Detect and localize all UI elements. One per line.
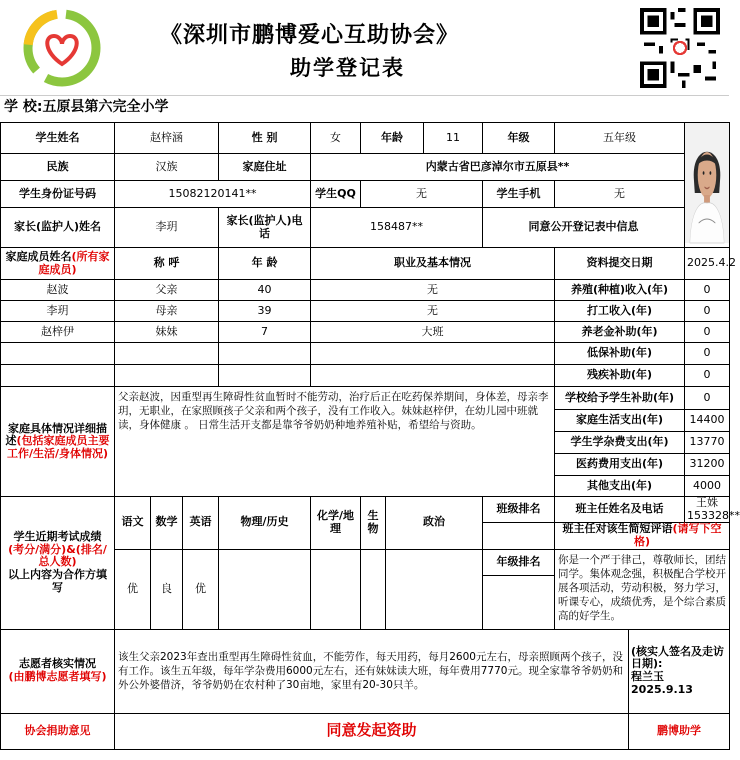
submit-date-label: 资料提交日期 bbox=[555, 248, 685, 280]
situation-text: 父亲赵波，因重型再生障碍性贫血暂时不能劳动，治疗后正在吃药保养期间，身体差，母亲李玥，无职业，在家照顾孩子父亲和两个孩子，没有工作收入。妹妹赵梓伊，在幼儿园中班就读，身体健康 。 日常生活开支都是靠爷爷奶奶种地养殖补贴，希望给与资助。 bbox=[115, 387, 555, 497]
age: 11 bbox=[424, 123, 483, 154]
student-qq-label: 学生QQ bbox=[311, 181, 361, 208]
volunteer-label-main: 志愿者核实情况 bbox=[19, 657, 96, 671]
grades-label-note: (考分/满分)&(排名/总人数) bbox=[8, 542, 107, 569]
student-id-label: 学生身份证号码 bbox=[1, 181, 115, 208]
family-row bbox=[1, 365, 730, 387]
student-photo bbox=[685, 123, 730, 248]
member-job: 无 bbox=[311, 301, 555, 322]
guardian-name: 李玥 bbox=[115, 208, 219, 248]
member-relation: 父亲 bbox=[115, 280, 219, 301]
student-qq: 无 bbox=[361, 181, 483, 208]
grades-label bbox=[1, 497, 115, 630]
ethnicity-label: 民族 bbox=[1, 154, 115, 181]
relation-header: 称 呼 bbox=[115, 248, 219, 280]
member-age-empty bbox=[219, 365, 311, 387]
member-name-empty bbox=[1, 343, 115, 365]
member-age-empty bbox=[219, 343, 311, 365]
school-name: 学 校:五原县第六完全小学 bbox=[4, 99, 169, 115]
finance-label: 家庭生活支出(年) bbox=[555, 410, 685, 432]
member-age: 40 bbox=[219, 280, 311, 301]
member-age: 39 bbox=[219, 301, 311, 322]
finance-label: 其他支出(年) bbox=[555, 476, 685, 497]
finance-label: 养殖(种植)收入(年) bbox=[555, 280, 685, 301]
student-phone: 无 bbox=[555, 181, 685, 208]
member-name-empty bbox=[1, 365, 115, 387]
score: 优 bbox=[183, 549, 219, 629]
volunteer-text: 该生父亲2023年查出重型再生障碍性贫血，不能劳作，每天用药，每月2600元左右，母亲照顾两个孩子，没有工作。该生五年级，每年学杂费用6000元左右，还有妹妹读大班，每年费用7770元。现全家靠爷爷奶奶和外公外婆借济，爷爷奶奶在农村种了30亩地，家里有20-30只羊。 bbox=[115, 629, 629, 713]
guardian-phone: 158487** bbox=[311, 208, 483, 248]
guardian-name-label: 家长(监护人)姓名 bbox=[1, 208, 115, 248]
member-relation-empty bbox=[115, 365, 219, 387]
signer-name: 程兰玉 bbox=[631, 670, 665, 684]
member-relation: 妹妹 bbox=[115, 322, 219, 343]
guardian-phone-label: 家长(监护人)电话 bbox=[219, 208, 311, 248]
score bbox=[219, 549, 311, 629]
finance-label: 打工收入(年) bbox=[555, 301, 685, 322]
teacher-comment-label bbox=[555, 523, 730, 549]
brand-name: 鹏博助学 bbox=[629, 713, 730, 749]
subject-header: 政治 bbox=[386, 497, 483, 550]
form-title: 《深圳市鹏博爱心互助协会》 bbox=[160, 22, 460, 48]
student-phone-label: 学生手机 bbox=[483, 181, 555, 208]
grade-label: 年级 bbox=[483, 123, 555, 154]
member-age-header: 年 龄 bbox=[219, 248, 311, 280]
volunteer-signer bbox=[629, 629, 730, 713]
member-relation-empty bbox=[115, 343, 219, 365]
member-name: 赵梓伊 bbox=[1, 322, 115, 343]
finance-label: 学生学杂费支出(年) bbox=[555, 432, 685, 454]
grades-label-main: 学生近期考试成绩 bbox=[13, 530, 102, 544]
subject-header: 英语 bbox=[183, 497, 219, 550]
finance-label: 残疾补助(年) bbox=[555, 365, 685, 387]
finance-label: 低保补助(年) bbox=[555, 343, 685, 365]
family-row bbox=[1, 301, 730, 322]
student-photo-icon bbox=[685, 123, 729, 243]
member-job: 无 bbox=[311, 280, 555, 301]
opinion-text: 同意发起资助 bbox=[115, 713, 629, 749]
subject-header: 生物 bbox=[361, 497, 386, 550]
teacher-comment-label-main: 班主任对该生简短评语 bbox=[562, 522, 673, 536]
family-member-header-note: (所有家庭成员) bbox=[38, 249, 110, 276]
student-id: 15082120141** bbox=[115, 181, 311, 208]
member-job-empty bbox=[311, 365, 555, 387]
finance-label: 医药费用支出(年) bbox=[555, 454, 685, 476]
address: 内蒙古省巴彦淖尔市五原县** bbox=[311, 154, 685, 181]
form-subtitle: 助学登记表 bbox=[290, 55, 405, 80]
score: 良 bbox=[151, 549, 183, 629]
family-row bbox=[1, 280, 730, 301]
ethnicity: 汉族 bbox=[115, 154, 219, 181]
gender: 女 bbox=[311, 123, 361, 154]
finance-value: 4000 bbox=[685, 476, 730, 497]
teacher-comment-label-note: (请写下空格) bbox=[634, 522, 722, 548]
member-name: 赵波 bbox=[1, 280, 115, 301]
family-row bbox=[1, 343, 730, 365]
finance-label: 学校给予学生补助(年) bbox=[555, 387, 685, 410]
score bbox=[311, 549, 361, 629]
finance-value: 14400 bbox=[685, 410, 730, 432]
class-rank-label: 班级排名 bbox=[483, 497, 555, 523]
teacher-comment: 你是一个严于律己，尊敬师长，团结同学。集体观念强，积极配合学校开展各项活动，劳动积极，努力学习，听课专心，成绩优秀，是个综合素质高的好学生。 bbox=[555, 549, 730, 629]
opinion-label: 协会捐助意见 bbox=[1, 713, 115, 749]
subject-header: 物理/历史 bbox=[219, 497, 311, 550]
finance-value: 0 bbox=[685, 322, 730, 343]
student-name: 赵梓涵 bbox=[115, 123, 219, 154]
qr-code-icon bbox=[640, 8, 720, 88]
teacher-name-phone: 王姝153328** bbox=[685, 497, 730, 523]
signer-label: (核实人签名及走访日期): bbox=[631, 644, 725, 671]
finance-value: 0 bbox=[685, 387, 730, 410]
grade-rank-label: 年级排名 bbox=[483, 549, 555, 575]
teacher-label: 班主任姓名及电话 bbox=[555, 497, 685, 523]
finance-label: 养老金补助(年) bbox=[555, 322, 685, 343]
situation-label bbox=[1, 387, 115, 497]
finance-value: 13770 bbox=[685, 432, 730, 454]
subject-header: 数学 bbox=[151, 497, 183, 550]
score bbox=[361, 549, 386, 629]
grades-label-filler: 以上内容为合作方填写 bbox=[8, 568, 107, 594]
submit-date: 2025.4.2 bbox=[685, 248, 730, 280]
visit-date: 2025.9.13 bbox=[631, 682, 693, 696]
situation-label-note: (包括家庭成员主要工作/生活/身体情况) bbox=[6, 434, 110, 460]
member-job-header: 职业及基本情况 bbox=[311, 248, 555, 280]
score: 优 bbox=[115, 549, 151, 629]
family-member-header bbox=[1, 248, 115, 280]
family-row bbox=[1, 322, 730, 343]
member-name: 李玥 bbox=[1, 301, 115, 322]
family-member-header-label: 家庭成员姓名 bbox=[5, 249, 72, 263]
finance-value: 31200 bbox=[685, 454, 730, 476]
volunteer-label-note: (由鹏博志愿者填写) bbox=[8, 670, 107, 684]
member-age: 7 bbox=[219, 322, 311, 343]
finance-value: 0 bbox=[685, 280, 730, 301]
age-label: 年龄 bbox=[361, 123, 424, 154]
subject-header: 语文 bbox=[115, 497, 151, 550]
student-name-label: 学生姓名 bbox=[1, 123, 115, 154]
finance-value: 0 bbox=[685, 365, 730, 387]
subject-header: 化学/地理 bbox=[311, 497, 361, 550]
member-job-empty bbox=[311, 343, 555, 365]
registration-table bbox=[0, 122, 740, 750]
grade-rank-value bbox=[483, 575, 555, 629]
address-label: 家庭住址 bbox=[219, 154, 311, 181]
situation-label-main: 家庭具体情况详细描述 bbox=[5, 421, 107, 448]
finance-value: 0 bbox=[685, 301, 730, 322]
gender-label: 性 别 bbox=[219, 123, 311, 154]
finance-value: 0 bbox=[685, 343, 730, 365]
member-relation: 母亲 bbox=[115, 301, 219, 322]
grade: 五年级 bbox=[555, 123, 685, 154]
class-rank-value bbox=[483, 523, 555, 549]
member-job: 大班 bbox=[311, 322, 555, 343]
score bbox=[386, 549, 483, 629]
consent-label: 同意公开登记表中信息 bbox=[483, 208, 685, 248]
volunteer-label bbox=[1, 629, 115, 713]
form-header bbox=[0, 0, 729, 96]
association-logo-icon bbox=[22, 8, 102, 88]
